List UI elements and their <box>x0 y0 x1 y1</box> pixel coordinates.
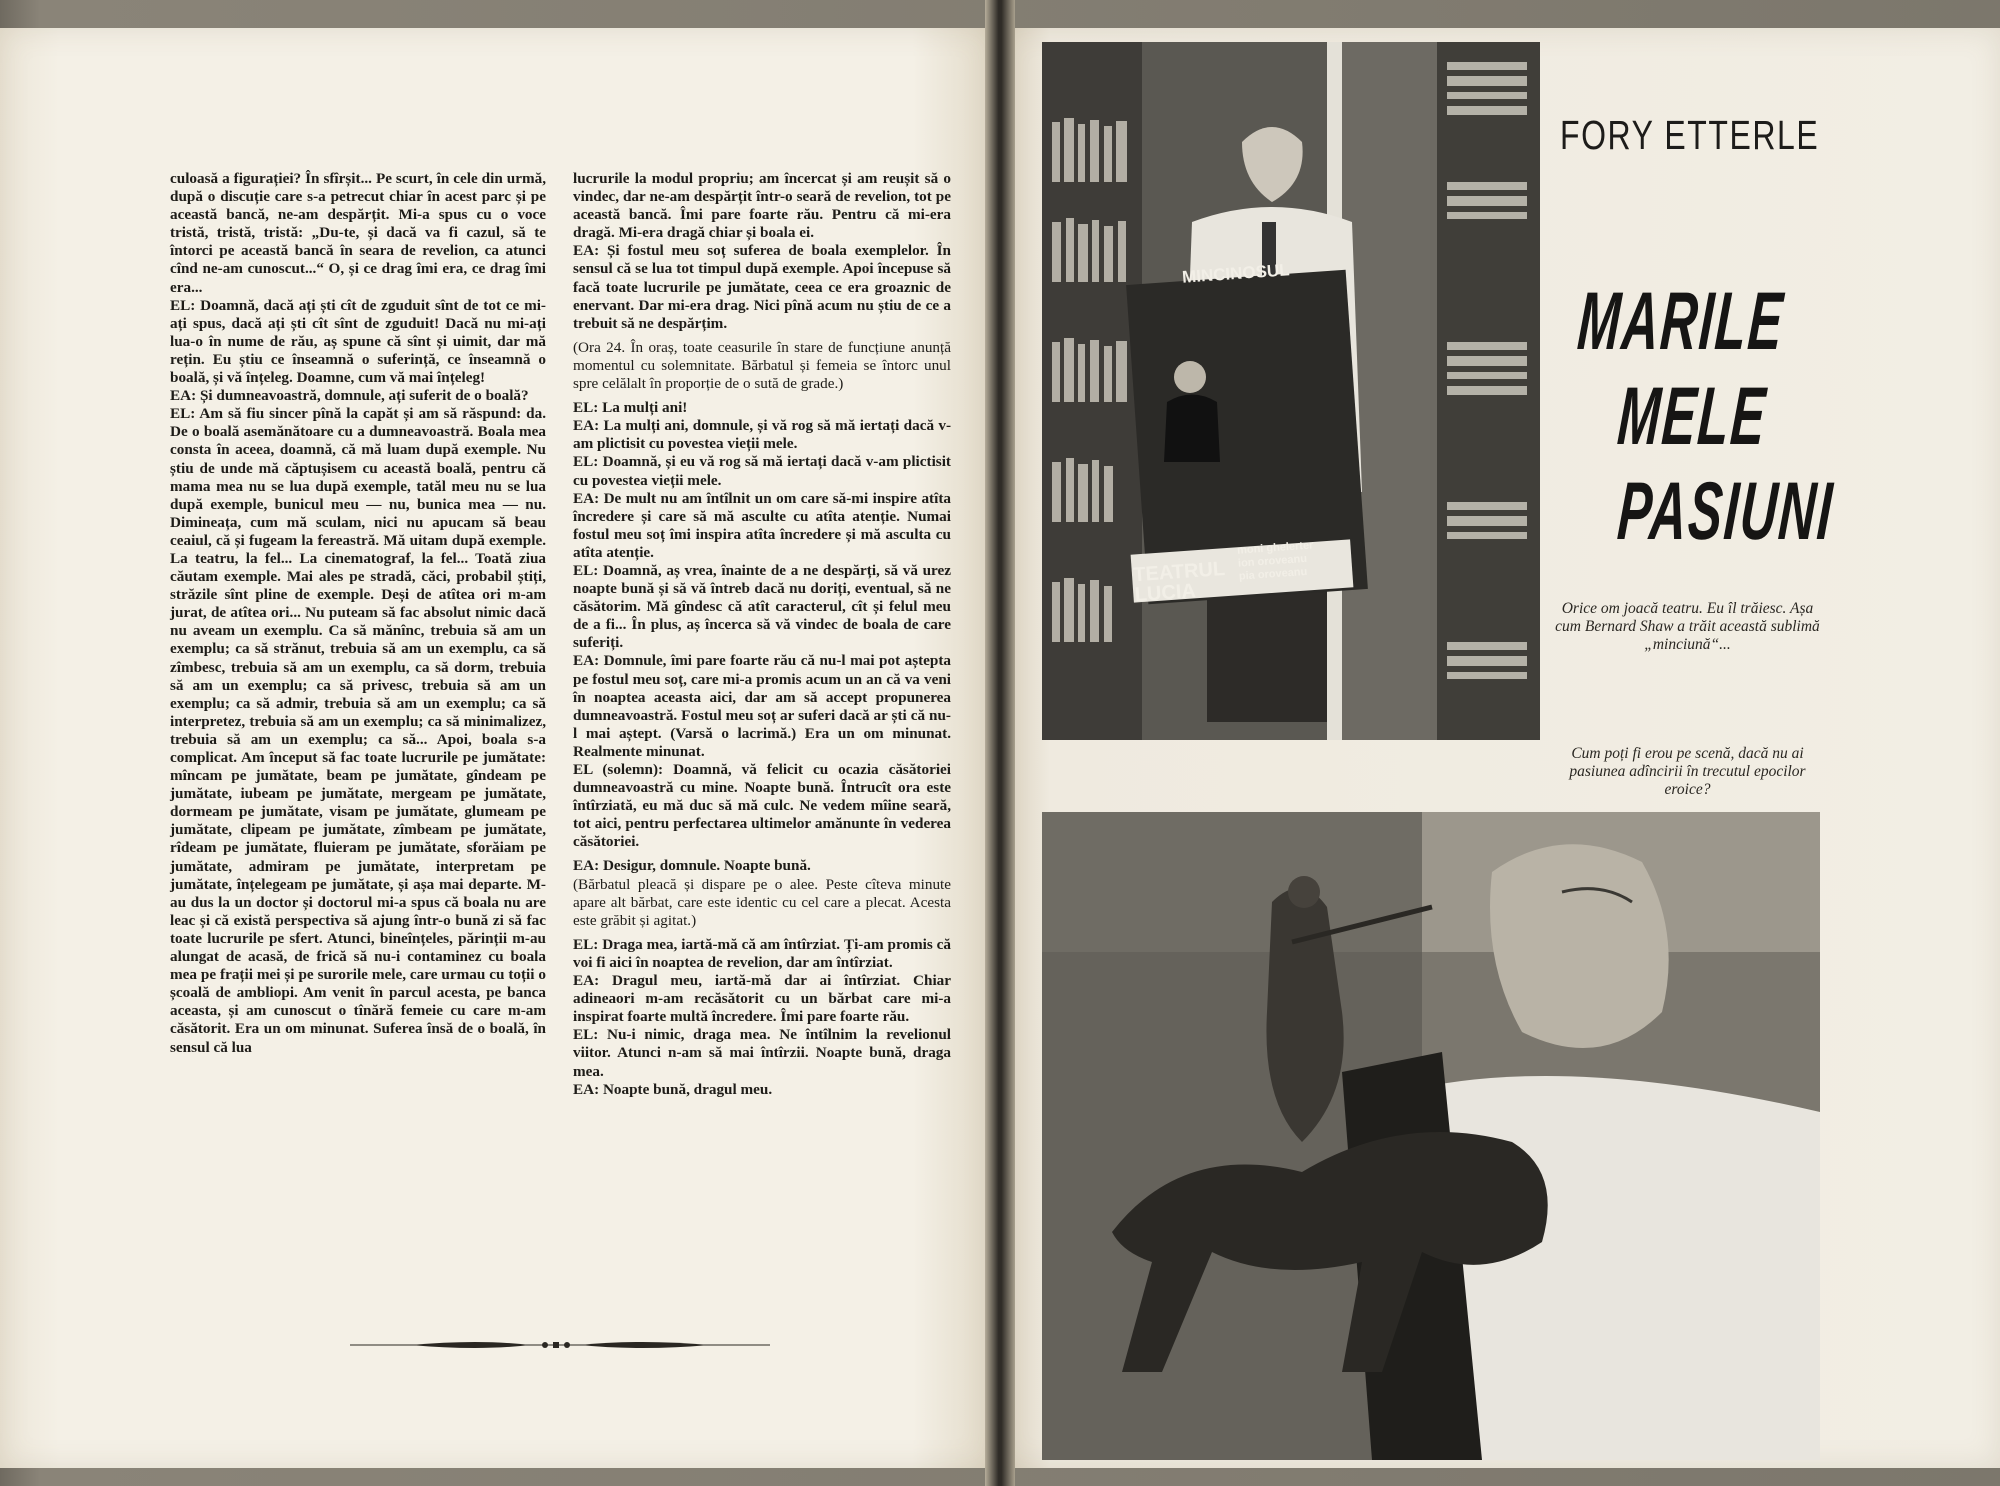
paragraph: EA: La mulți ani, domnule, și vă rog să mă iertați dacă v-am plictisit cu povestea vieții mele. <box>573 417 951 453</box>
paragraph: EL: Doamnă, și eu vă rog să mă iertați dacă v-am plictisit cu povestea vieții mele. <box>573 453 951 489</box>
paragraph: EA: Noapte bună, dragul meu. <box>573 1080 773 1098</box>
paragraph: EA: Domnule, îmi pare foarte rău că nu-l mai pot aștepta pe fostul meu soț, care mi-a promis acum un an că va veni în noaptea aceasta aici, dar am să accept propunerea dumneavoastră. Fostul meu soț ar suferi dacă ar ști că nu-l mai aștept. (Varsă o lacrimă.) Era un om minunat. Realmente minunat. <box>573 652 951 760</box>
paragraph: EA: Dragul meu, iartă-mă dar ai întîrziat. Chiar adineaori m-am recăsătorit cu un bărbat care mi-a inspirat foarte multă încredere. Îmi pare foarte rău. <box>573 972 951 1026</box>
paragraph: EA: De mult nu am întîlnit un om care să-mi inspire atîta încredere și care să mă asculte cu atîta atenție. Numai fostul meu soț îmi inspira atîta încredere și mă asculta cu atîta atenție. <box>573 489 951 561</box>
paragraph: EL: La mulți ani! <box>573 399 688 417</box>
paragraph: EL: Doamnă, aș vrea, înainte de a ne despărți, să vă urez noapte bună și să vă întreb dacă nu doriți, eventual, să ne căsătorim. Mă gîndesc că atît caracterul, cît și felul meu de a fi... În plus, aș încerca să vă vindec de boala de care suferiți. <box>573 561 951 652</box>
paragraph: culoasă a figurației? În sfîrșit... Pe scurt, în cele din urmă, după o discuție care s-a petrecut chiar în acest parc și pe această bancă, ne-am despărțit. Mi-a spus cu o voce tristă, tristă, tristă: „Du-te, și dacă va fi cazul, să te întorci pe această bancă în seara de revelion, ca atunci cînd ne-am cunoscut...“ O, și ce drag îmi era, ce drag îmi era... <box>170 170 546 296</box>
photo-caption-1: Orice om joacă teatru. Eu îl trăiesc. Așa cum Bernard Shaw a trăit această sublimă „minciună“... <box>1555 600 1820 653</box>
paragraph: EL: Draga mea, iartă-mă că am întîrziat. Ți-am promis că voi fi aici în noaptea de revelion, dar am întîrziat. <box>573 935 951 971</box>
author-name: FORY ETTERLE <box>1560 112 1820 158</box>
paragraph: EL: Doamnă, dacă ați ști cît de zguduit sînt de tot ce mi-ați spus, dacă ați ști cît sînt de zguduit! Dacă nu mi-ați lua-o în nume de rău, aș spune că sînt și uimit, dar mă rețin. Eu știu ce înseamnă o suferință, ce înseamnă o boală, și vă înțeleg. Doamne, cum vă mai înțeleg! <box>170 296 546 387</box>
text-column-2 <box>573 170 951 1099</box>
book-gutter <box>985 0 1015 1486</box>
poster-title: MINCINOSUL <box>1181 260 1291 287</box>
paragraph: EA: Desigur, domnule. Noapte bună. <box>573 857 811 875</box>
article-title-line-3: PASIUNI <box>1615 466 1837 557</box>
paragraph: EL: Am să fiu sincer pînă la capăt și am să răspund: da. De o boală asemănătoare cu a dumneavoastră. Boala mea consta în aceea, doamnă, că mă luam după exemple. Nu știu de unde mă căptușisem cu această boală, pentru că mama mea nu se lua după exemple, tatăl meu nu se lua după exemple, bunicul meu — nu, bunica mea — nu. Dimineața, cum mă sculam, nici nu apucam să beau ceaiul, că și fugeam la fereastră. Mă uitam după exemple. La teatru, la fel... La cinematograf, la fel... Toată ziua căutam exemple. Mai ales pe stradă, căci, probabil știți, străzile sînt pline de exemple. Deși de atîtea ori m-am jurat, de atîtea ori... Nu puteam să fac absolut nimic dacă nu aveam un exemplu. Ca să mănînc, trebuia să am un exemplu; ca să strănut, trebuia să am un exemplu, ca să zîmbesc, trebuia să am un exemplu, ca să dorm, trebuia să am un exemplu; ca să privesc, trebuia să am un exemplu; ca să admir, trebuia să am un exemplu; ca să interpretez, trebuia să am un exemplu; ca să minimalizez, trebuia să am un exemplu; ca să... Apoi, boala s-a complicat. Am început să fac toate lucrurile pe jumătate: mîncam pe jumătate, beam pe jumătate, gîndeam pe jumătate, iubeam pe jumătate, mergeam pe jumătate, dormeam pe jumătate, visam pe jumătate, glumeam pe jumătate, clipeam pe jumătate, zîmbeam pe jumătate, rîdeam pe jumătate, fluieram pe jumătate, sforăiam pe jumătate, admiram pe jumătate, interpretam pe jumătate, înțelegeam pe jumătate, și așa mai departe. M-au dus la un doctor și doctorul mi-a spus că boala nu are leac și că există perspectiva să ajung într-o bună zi să fac toate lucrurile pe sfert. Atunci, bineînțeles, părinții m-au alungat de acasă, de frică să nu-i contaminez cu boala mea pe frații mei și pe surorile mele, care urmau cu toții o școală de ambliopi. Am venit în parcul acesta, pe banca aceasta, și am cunoscut o tînără femeie cu care m-am căsătorit. Era un om minunat. Suferea însă de o boală, în sensul că lua <box>170 405 546 1056</box>
paragraph: EL (solemn): Doamnă, vă felicit cu ocazia căsătoriei dumneavoastră cu mine. Noapte bună. Întrucît ora este întîrziată, eu mă duc să mă culc. Ne vedem mîine seară, tot aici, pentru perfectarea ultimelor amănunte în vederea căsătoriei. <box>573 761 951 851</box>
poster-name-1: moni ghelerter <box>1236 539 1314 557</box>
right-page <box>1000 28 2000 1468</box>
paragraph: EL: Nu-i nimic, draga mea. Ne întîlnim la revelionul viitor. Atunci n-am să mai întîrzii. Noapte bună, draga mea. <box>573 1026 951 1080</box>
poster-name-3: pia oroveanu <box>1238 565 1308 583</box>
article-title-line-2: MELE <box>1615 371 1770 462</box>
paragraph: EA: Și fostul meu soț suferea de boala exemplelor. În sensul că se lua tot timpul după exemple. Apoi începuse să facă toate lucrurile pe jumătate, ceea ce era groaznic de enervant. Dar mi-era drag. Nici pînă acum nu știu de ce a trebuit să ne despărțim. <box>573 242 951 332</box>
article-title-line-1: MARILE <box>1575 276 1788 367</box>
photo-caption-2: Cum poți fi erou pe scenă, dacă nu ai pasiunea adîncirii în trecutul epocilor eroice? <box>1569 745 1806 798</box>
poster-names <box>1237 539 1316 583</box>
paragraph: (Ora 24. În oraș, toate ceasurile în stare de funcțiune anunță momentul cu solemnitate. Bărbatul și femeia se întorc unul spre celălalt în proporție de o sută de grade.) <box>573 338 951 393</box>
photo-actor-with-poster <box>1042 42 1540 740</box>
paragraph: (Bărbatul pleacă și dispare pe o alee. Peste cîteva minute apare alt bărbat, care este identic cu cel care a plecat. Acesta este grăbit și agitat.) <box>573 875 951 929</box>
poster-theatre: TEATRUL LUCIA <box>1132 557 1226 607</box>
ornament-divider <box>350 1339 770 1351</box>
text-column-1 <box>170 170 546 1057</box>
paragraph: EA: Și dumneavoastră, domnule, ați suferit de o boală? <box>170 387 529 405</box>
left-page <box>0 28 992 1468</box>
poster-name-2: ion oroveanu <box>1237 552 1308 570</box>
photo-actor-with-equestrian-statue <box>1042 812 1820 1460</box>
paragraph: lucrurile la modul propriu; am încercat și am reușit să o vindec, dar ne-am despărțit într-o seară de revelion, tot pe această bancă. Îmi pare foarte rău. Pentru că mi-era dragă. Mi-era dragă chiar și boala ei. <box>573 170 951 242</box>
